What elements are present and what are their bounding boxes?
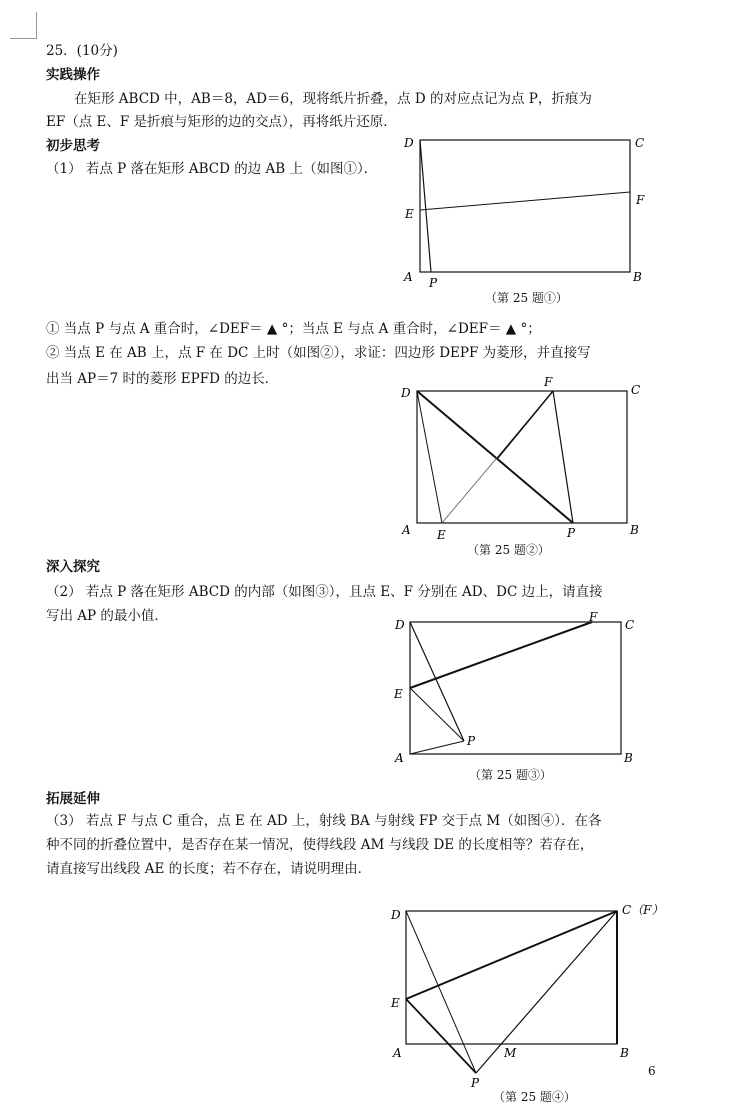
fig1-label-C: C xyxy=(635,136,645,150)
question-3-line-2: 种不同的折叠位置中，是否存在某一情况，使得线段 AM 与线段 DE 的长度相等？若存在， xyxy=(46,837,594,853)
fig4-segment-EP xyxy=(406,999,476,1073)
fig1-label-B: B xyxy=(633,270,642,284)
intro-line-2: EF（点 E、F 是折痕与矩形的边的交点），再将纸片还原． xyxy=(46,114,397,130)
fig1-label-A: A xyxy=(404,270,413,284)
question-2-line-2: 写出 AP 的最小值． xyxy=(46,608,168,624)
fig4-caption: （第 25 题④） xyxy=(493,1090,576,1104)
question-3-line-3: 请直接写出线段 AE 的长度；若不存在，请说明理由． xyxy=(46,861,372,877)
fig4-label-B: B xyxy=(620,1046,629,1060)
section-title-extend: 拓展延伸 xyxy=(46,791,100,807)
fig1-label-F: F xyxy=(636,193,645,207)
fig3-label-F: F xyxy=(589,610,598,624)
fig1-label-E: E xyxy=(405,207,414,221)
fig4-label-A: A xyxy=(393,1046,402,1060)
fig4-segment-CE xyxy=(406,911,617,999)
question-1: （1） 若点 P 落在矩形 ABCD 的边 AB 上（如图①）． xyxy=(46,161,378,177)
page-number: 6 xyxy=(648,1064,656,1078)
fig4-label-M: M xyxy=(504,1046,517,1060)
fig4-rectangle xyxy=(406,911,617,1044)
section-title-practice: 实践操作 xyxy=(46,67,100,83)
fig1-label-P: P xyxy=(429,276,438,290)
question-1-part-2-line-2: 出当 AP＝7 时的菱形 EPFD 的边长． xyxy=(46,371,279,387)
fig4-segment-CP xyxy=(476,911,617,1073)
fig2-label-C: C xyxy=(631,383,641,397)
fig4-label-C-F: C（F） xyxy=(622,903,664,917)
question-1-part-2-line-1: ② 当点 E 在 AB 上，点 F 在 DC 上时（如图②），求证：四边形 DEPF 为菱形，并直接写 xyxy=(46,345,591,361)
question-3-line-1: （3） 若点 F 与点 C 重合，点 E 在 AD 上，射线 BA 与射线 FP 交于点 M（如图④）．在各 xyxy=(46,813,602,829)
fig4-label-D: D xyxy=(391,908,401,922)
fig3-label-D: D xyxy=(395,618,405,632)
intro-line-1: 在矩形 ABCD 中，AB＝8，AD＝6，现将纸片折叠，点 D 的对应点记为点 P，折痕为 xyxy=(74,91,592,107)
fig3-label-E: E xyxy=(394,687,403,701)
fig2-label-A: A xyxy=(402,523,411,537)
fig3-caption: （第 25 题③） xyxy=(469,768,552,782)
question-2-line-1: （2） 若点 P 落在矩形 ABCD 的内部（如图③），且点 E、F 分别在 AD、DC 边上，请直接 xyxy=(46,584,603,600)
fig2-label-E: E xyxy=(437,528,446,542)
problem-header: 25．(10分) xyxy=(46,43,118,59)
section-title-initial: 初步思考 xyxy=(46,138,100,154)
fig4-label-P: P xyxy=(471,1076,480,1090)
fig4-label-E: E xyxy=(391,996,400,1010)
section-title-deep: 深入探究 xyxy=(46,559,100,575)
fig3-label-B: B xyxy=(624,751,633,765)
fig1-label-D: D xyxy=(404,136,414,150)
fig2-caption: （第 25 题②） xyxy=(467,543,550,557)
question-1-part-1: ① 当点 P 与点 A 重合时，∠DEF＝ ▲ °；当点 E 与点 A 重合时，∠DEF＝ ▲ °； xyxy=(46,321,541,337)
fig4-segment-DP xyxy=(406,911,476,1073)
fig2-label-B: B xyxy=(630,523,639,537)
fig2-label-D: D xyxy=(401,386,411,400)
fig3-label-C: C xyxy=(625,618,635,632)
fig2-label-F: F xyxy=(544,375,553,389)
fig3-label-A: A xyxy=(395,751,404,765)
fig3-label-P: P xyxy=(467,734,476,748)
fig2-label-P: P xyxy=(567,526,576,540)
fig1-caption: （第 25 题①） xyxy=(485,291,568,305)
